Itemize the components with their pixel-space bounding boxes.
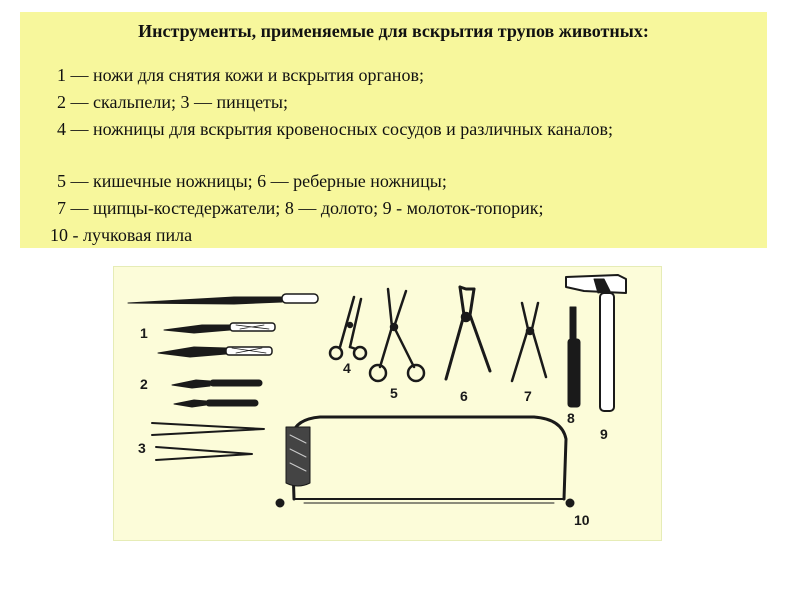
caption-line-1: 1 — ножи для снятия кожи и вскрытия органов; bbox=[57, 65, 424, 85]
caption-line-5: 7 — щипцы-костедержатели; 8 — долото; 9 - молоток-топорик; bbox=[57, 198, 544, 218]
figure-label-2: 2 bbox=[140, 376, 148, 392]
forceps-icon bbox=[152, 423, 264, 435]
scalpel-icon bbox=[172, 380, 262, 388]
figure-label-10: 10 bbox=[574, 512, 590, 528]
figure-label-5: 5 bbox=[390, 385, 398, 401]
figure-label-9: 9 bbox=[600, 426, 608, 442]
caption-line-6: 10 - лучковая пила bbox=[50, 225, 193, 245]
figure-label-7: 7 bbox=[524, 388, 532, 404]
figure-label-8: 8 bbox=[567, 410, 575, 426]
bone-forceps-icon bbox=[512, 303, 546, 381]
caption-box bbox=[20, 12, 767, 248]
caption-line-2: 2 — скальпели; 3 — пинцеты; bbox=[57, 92, 289, 112]
chisel-icon bbox=[568, 307, 580, 407]
instruments-figure bbox=[113, 266, 662, 541]
organ-knife-icon bbox=[158, 347, 272, 357]
bow-saw-icon bbox=[276, 417, 574, 507]
rib-shears-icon bbox=[446, 287, 490, 379]
figure-label-6: 6 bbox=[460, 388, 468, 404]
intestinal-scissors-icon bbox=[370, 289, 424, 381]
vessel-scissors-icon bbox=[330, 297, 366, 359]
skinning-knife-icon bbox=[128, 294, 318, 304]
forceps-icon-2 bbox=[156, 447, 252, 460]
dissecting-knife-icon bbox=[164, 323, 275, 333]
caption-line-4: 5 — кишечные ножницы; 6 — реберные ножницы; bbox=[57, 171, 447, 191]
figure-label-3: 3 bbox=[138, 440, 146, 456]
caption-line-3: 4 — ножницы для вскрытия кровеносных сосудов и различных каналов; bbox=[57, 119, 614, 139]
figure-label-1: 1 bbox=[140, 325, 148, 341]
instruments-drawing bbox=[114, 267, 663, 542]
scalpel-icon-2 bbox=[174, 400, 258, 407]
caption-title: Инструменты, применяемые для вскрытия трупов животных: bbox=[138, 21, 649, 41]
figure-label-4: 4 bbox=[343, 360, 351, 376]
